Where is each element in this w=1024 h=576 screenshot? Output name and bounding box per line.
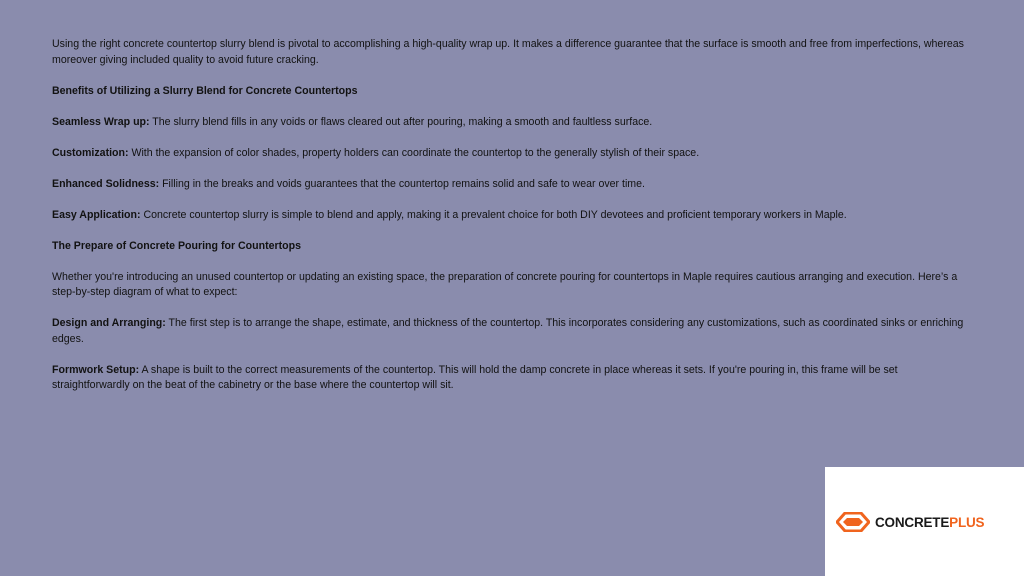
benefit-item-seamless xyxy=(52,115,972,131)
benefit-text: The slurry blend fills in any voids or flaws cleared out after pouring, making a smooth and faultless surface. xyxy=(149,115,653,128)
step-title: Design and Arranging: xyxy=(52,317,166,329)
benefits-heading: Benefits of Utilizing a Slurry Blend for Concrete Countertops xyxy=(52,84,358,97)
benefit-item-customization xyxy=(52,146,972,162)
process-intro: Whether you're introducing an unused countertop or updating an existing space, the preparation of concrete pouring for countertops in Maple requires cautious arranging and execution. Here’s a step-by-step diagram of what to expect: xyxy=(52,270,958,298)
process-step-formwork xyxy=(52,363,972,394)
step-text: The first step is to arrange the shape, estimate, and thickness of the countertop. This incorporates considering any customizations, such as coordinated sinks or enriching edges. xyxy=(52,317,964,345)
benefit-title: Easy Application: xyxy=(52,208,141,221)
step-title: Formwork Setup: xyxy=(52,363,140,376)
brand-wordmark-part1: CONCRETE xyxy=(875,514,950,530)
benefit-text: With the expansion of color shades, property holders can coordinate the countertop to the generally stylish of their space. xyxy=(128,146,700,159)
benefit-title: Customization: xyxy=(52,146,129,159)
benefit-title: Seamless Wrap up: xyxy=(52,115,150,128)
hexagon-logo-icon xyxy=(836,512,870,532)
intro-paragraph: Using the right concrete countertop slurry blend is pivotal to accomplishing a high-quality wrap up. It makes a difference guarantee that the surface is smooth and free from imperfections, whereas moreover giving included quality to avoid future cracking. xyxy=(52,38,964,66)
process-heading: The Prepare of Concrete Pouring for Countertops xyxy=(52,239,301,252)
step-text: A shape is built to the correct measurements of the countertop. This will hold the damp concrete in place whereas it sets. If you're pouring in, this frame will be set straightforwardly on the beat of the cabinetry or the base where the countertop will sit. xyxy=(52,363,898,391)
article-body xyxy=(52,37,972,409)
process-step-design xyxy=(52,316,972,347)
brand-logo xyxy=(836,511,984,533)
benefit-title: Enhanced Solidness: xyxy=(52,177,160,190)
benefit-text: Concrete countertop slurry is simple to blend and apply, making it a prevalent choice for both DIY devotees and proficient temporary workers in Maple. xyxy=(140,208,847,221)
brand-wordmark xyxy=(875,515,984,530)
benefit-text: Filling in the breaks and voids guarantees that the countertop remains solid and safe to wear over time. xyxy=(159,177,645,190)
benefit-item-solidness xyxy=(52,177,972,193)
benefit-item-application xyxy=(52,208,972,224)
brand-wordmark-part2: PLUS xyxy=(949,514,985,530)
logo-panel xyxy=(825,467,1024,576)
